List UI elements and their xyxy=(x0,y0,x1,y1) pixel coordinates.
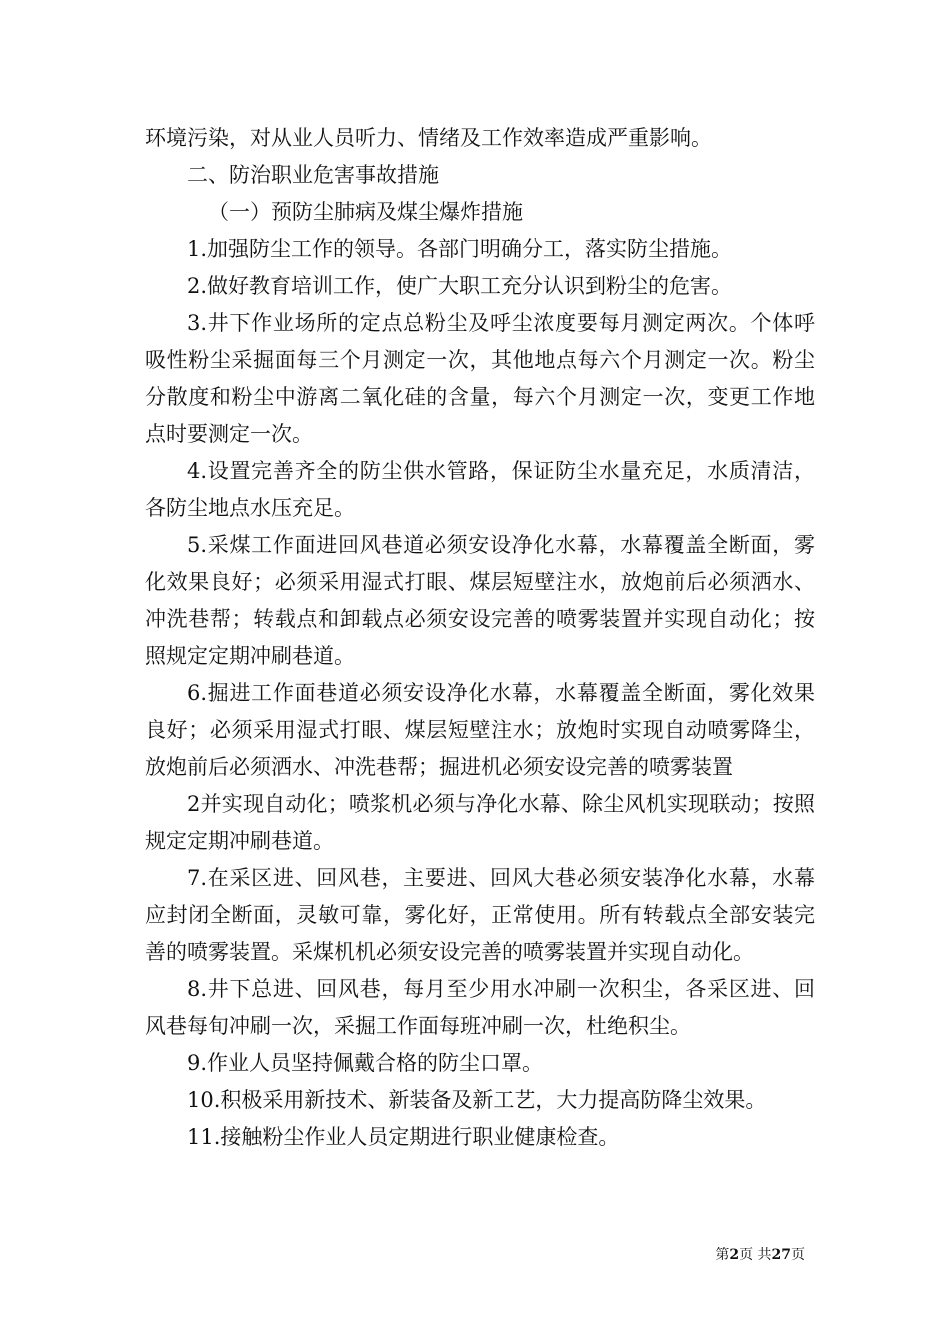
paragraph-continuation: 环境污染，对从业人员听力、情绪及工作效率造成严重影响。 xyxy=(145,126,712,150)
paragraph-item-8: 8.井下总进、回风巷，每月至少用水冲刷一次积尘，各采区进、回风巷每旬冲刷一次，采掘工作面每班冲刷一次，杜绝积尘。 xyxy=(145,977,815,1038)
paragraph-item-6-continued: 2并实现自动化；喷浆机必须与净化水幕、除尘风机实现联动；按照规定定期冲刷巷道。 xyxy=(145,792,815,853)
section-heading: 二、防治职业危害事故措施 xyxy=(187,163,439,187)
paragraph-item-5: 5.采煤工作面进回风巷道必须安设净化水幕，水幕覆盖全断面，雾化效果良好；必须采用湿式打眼、煤层短壁注水，放炮前后必须洒水、冲洗巷帮；转载点和卸载点必须安设完善的喷雾装置并实现自动化；按照规定定期冲刷巷道。 xyxy=(145,533,815,668)
page-number-indicator xyxy=(715,1244,805,1264)
paragraph-item-4: 4.设置完善齐全的防尘供水管路，保证防尘水量充足，水质清洁，各防尘地点水压充足。 xyxy=(145,459,815,520)
paragraph-item-1: 1.加强防尘工作的领导。各部门明确分工，落实防尘措施。 xyxy=(187,237,733,261)
subsection-heading: （一）预防尘肺病及煤尘爆炸措施 xyxy=(208,200,523,224)
paragraph-item-2: 2.做好教育培训工作，使广大职工充分认识到粉尘的危害。 xyxy=(187,274,733,298)
total-pages-number: 27 xyxy=(771,1247,791,1263)
paragraph-item-10: 10.积极采用新技术、新装备及新工艺，大力提高防降尘效果。 xyxy=(187,1088,767,1112)
paragraph-item-11: 11.接触粉尘作业人员定期进行职业健康检查。 xyxy=(187,1125,620,1149)
current-page-number: 2 xyxy=(729,1247,740,1263)
paragraph-item-6: 6.掘进工作面巷道必须安设净化水幕，水幕覆盖全断面，雾化效果良好；必须采用湿式打眼、煤层短壁注水；放炮时实现自动喷雾降尘，放炮前后必须洒水、冲洗巷帮；掘进机必须安设完善的喷雾装置 xyxy=(145,681,815,779)
footer-suffix: 页 xyxy=(791,1247,805,1263)
footer-middle: 页 共 xyxy=(739,1247,772,1263)
paragraph-item-3: 3.井下作业场所的定点总粉尘及呼尘浓度要每月测定两次。个体呼吸性粉尘采掘面每三个月测定一次，其他地点每六个月测定一次。粉尘分散度和粉尘中游离二氧化硅的含量，每六个月测定一次，变更工作地点时要测定一次。 xyxy=(145,311,815,446)
footer-prefix: 第 xyxy=(715,1247,730,1263)
document-body xyxy=(145,120,815,1156)
paragraph-item-7: 7.在采区进、回风巷，主要进、回风大巷必须安装净化水幕，水幕应封闭全断面，灵敏可靠，雾化好，正常使用。所有转载点全部安装完善的喷雾装置。采煤机机必须安设完善的喷雾装置并实现自动化。 xyxy=(145,866,815,964)
paragraph-item-9: 9.作业人员坚持佩戴合格的防尘口罩。 xyxy=(187,1051,544,1075)
